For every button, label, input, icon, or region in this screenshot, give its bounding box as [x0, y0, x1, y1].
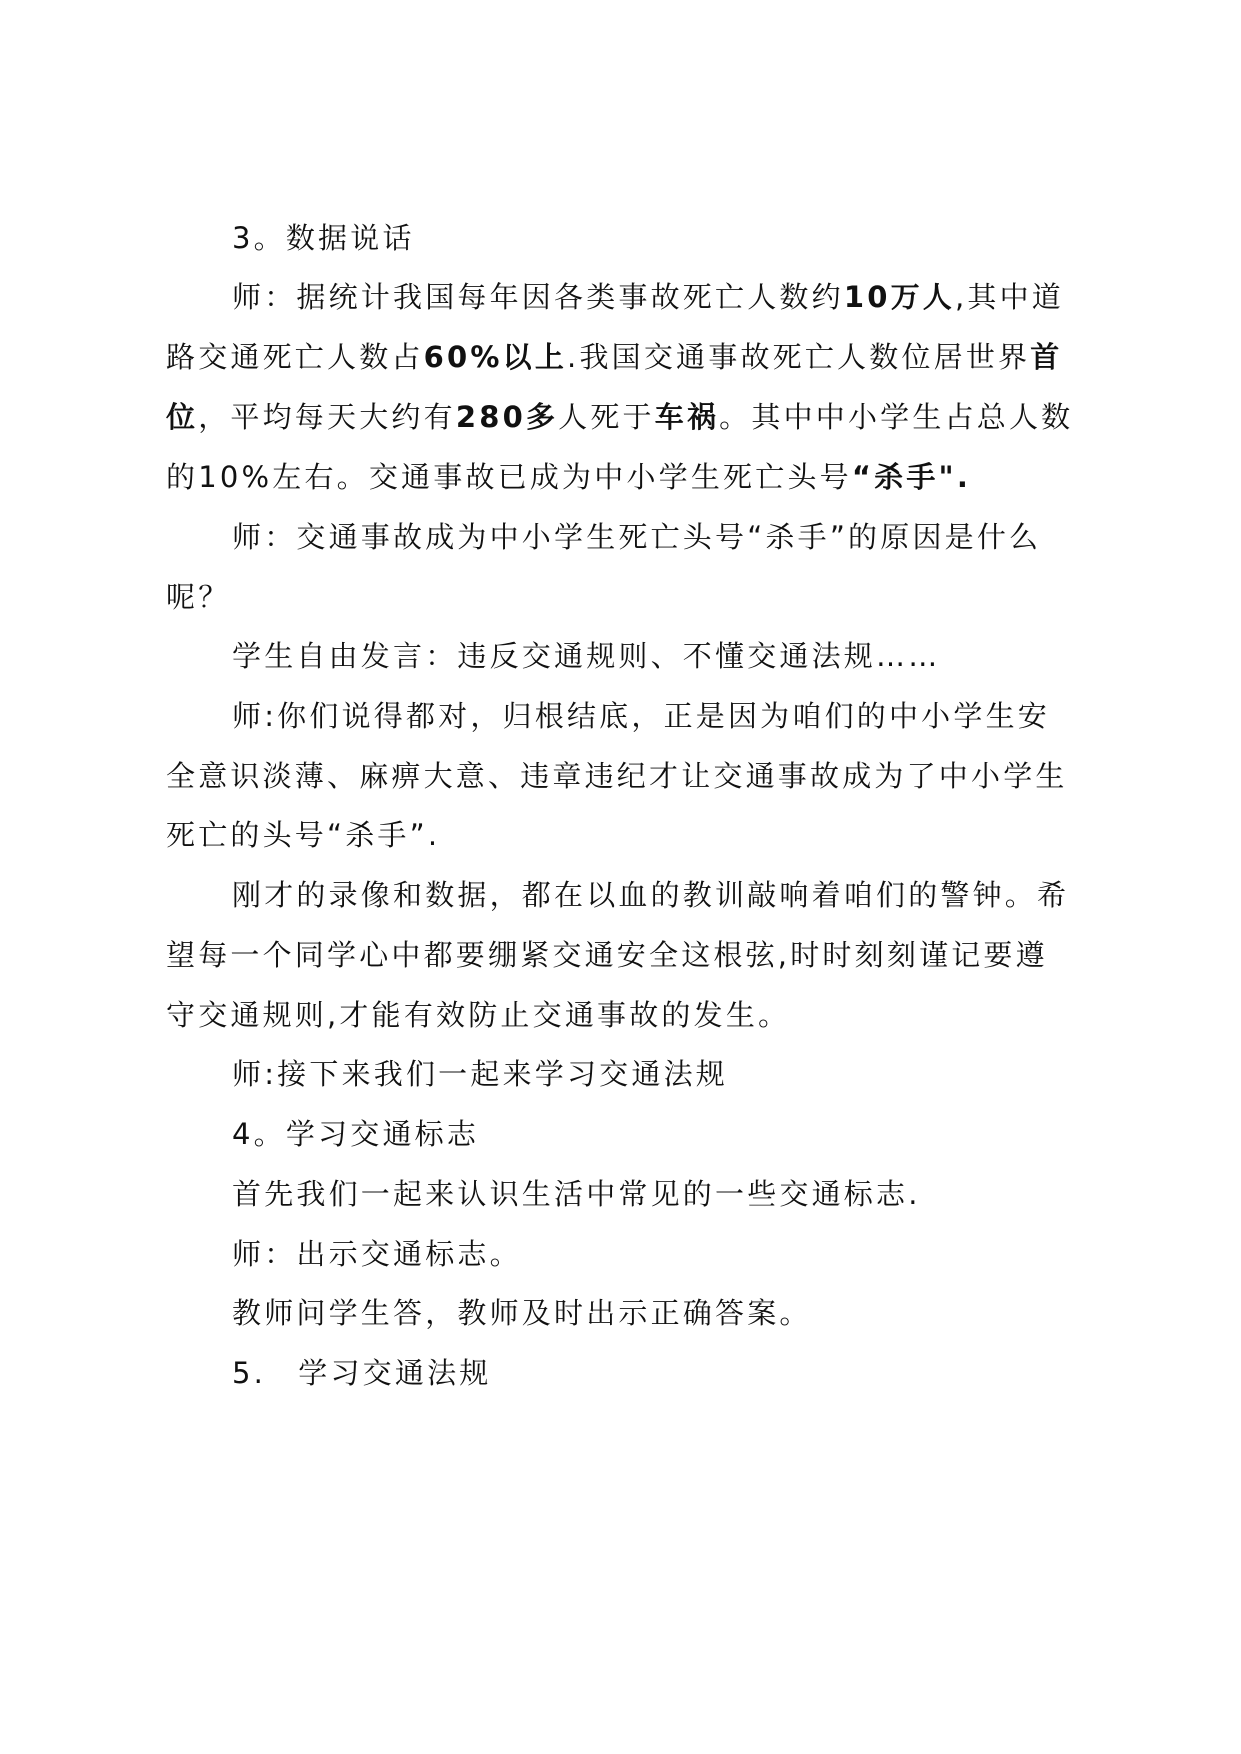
- paragraph-line: [232, 1054, 728, 1094]
- paragraph-line: [166, 457, 971, 497]
- emphasis-text: 280多: [455, 400, 559, 434]
- text-run: 4。学习交通标志: [232, 1117, 480, 1151]
- emphasis-text: 60%以上: [423, 340, 568, 374]
- paragraph-line: [232, 1174, 921, 1214]
- text-run: 师：交通事故成为中小学生死亡头号“杀手”的原因是什么: [232, 520, 1042, 554]
- paragraph-line: [166, 397, 1073, 437]
- text-run: 望每一个同学心中都要绷紧交通安全这根弦,时时刻刻谨记要遵: [166, 938, 1048, 972]
- text-run: 的10%左右。交通事故已成为中小学生死亡头号: [166, 460, 852, 494]
- text-run: 呢？: [166, 580, 231, 614]
- text-run: 师：出示交通标志。: [232, 1237, 522, 1271]
- section-heading: [232, 1353, 491, 1393]
- emphasis-text: 首: [1030, 340, 1063, 374]
- paragraph-line: [232, 875, 1069, 915]
- text-run: 路交通死亡人数占: [166, 340, 424, 374]
- paragraph-line: [166, 577, 230, 617]
- paragraph-line: [166, 337, 1062, 377]
- section-heading: [232, 1114, 479, 1154]
- text-run: 教师问学生答，教师及时出示正确答案。: [232, 1296, 812, 1330]
- text-run: 3。数据说话: [232, 221, 415, 255]
- paragraph-line: [232, 636, 940, 676]
- text-run: 师:你们说得都对，归根结底，正是因为咱们的中小学生安: [232, 699, 1050, 733]
- text-run: 师:接下来我们一起来学习交通法规: [232, 1057, 728, 1091]
- text-run: 首先我们一起来认识生活中常见的一些交通标志.: [232, 1177, 921, 1211]
- text-run: 全意识淡薄、麻痹大意、违章违纪才让交通事故成为了中小学生: [166, 759, 1068, 793]
- text-run: ,其中道: [954, 280, 1065, 314]
- paragraph-line: [166, 935, 1048, 975]
- paragraph-line: [232, 517, 1041, 557]
- paragraph-line: [166, 756, 1068, 796]
- text-run: 5. 学习交通法规: [232, 1356, 492, 1390]
- emphasis-text: 10万人: [843, 280, 955, 314]
- text-run: 学生自由发言：违反交通规则、不懂交通法规……: [232, 639, 941, 673]
- text-run: 师：据统计我国每年因各类事故死亡人数约: [232, 280, 844, 314]
- paragraph-line: [166, 815, 440, 855]
- paragraph-line: [166, 995, 790, 1035]
- text-run: 刚才的录像和数据，都在以血的教训敲响着咱们的警钟。希: [232, 878, 1070, 912]
- paragraph-line: [232, 1293, 812, 1333]
- text-run: ，平均每天大约有: [198, 400, 456, 434]
- text-run: 人死于: [558, 400, 655, 434]
- emphasis-text: 车祸: [654, 400, 720, 434]
- text-run: 守交通规则,才能有效防止交通事故的发生。: [166, 998, 791, 1032]
- text-run: 死亡的头号“杀手”.: [166, 818, 441, 852]
- emphasis-text: “杀手".: [851, 460, 972, 494]
- text-run: 。其中中小学生占总人数: [719, 400, 1074, 434]
- section-heading: [232, 218, 415, 258]
- paragraph-line: [232, 277, 1064, 317]
- emphasis-text: 位: [166, 400, 199, 434]
- text-run: .我国交通事故死亡人数位居世界: [567, 340, 1031, 374]
- paragraph-line: [232, 696, 1050, 736]
- paragraph-line: [232, 1234, 522, 1274]
